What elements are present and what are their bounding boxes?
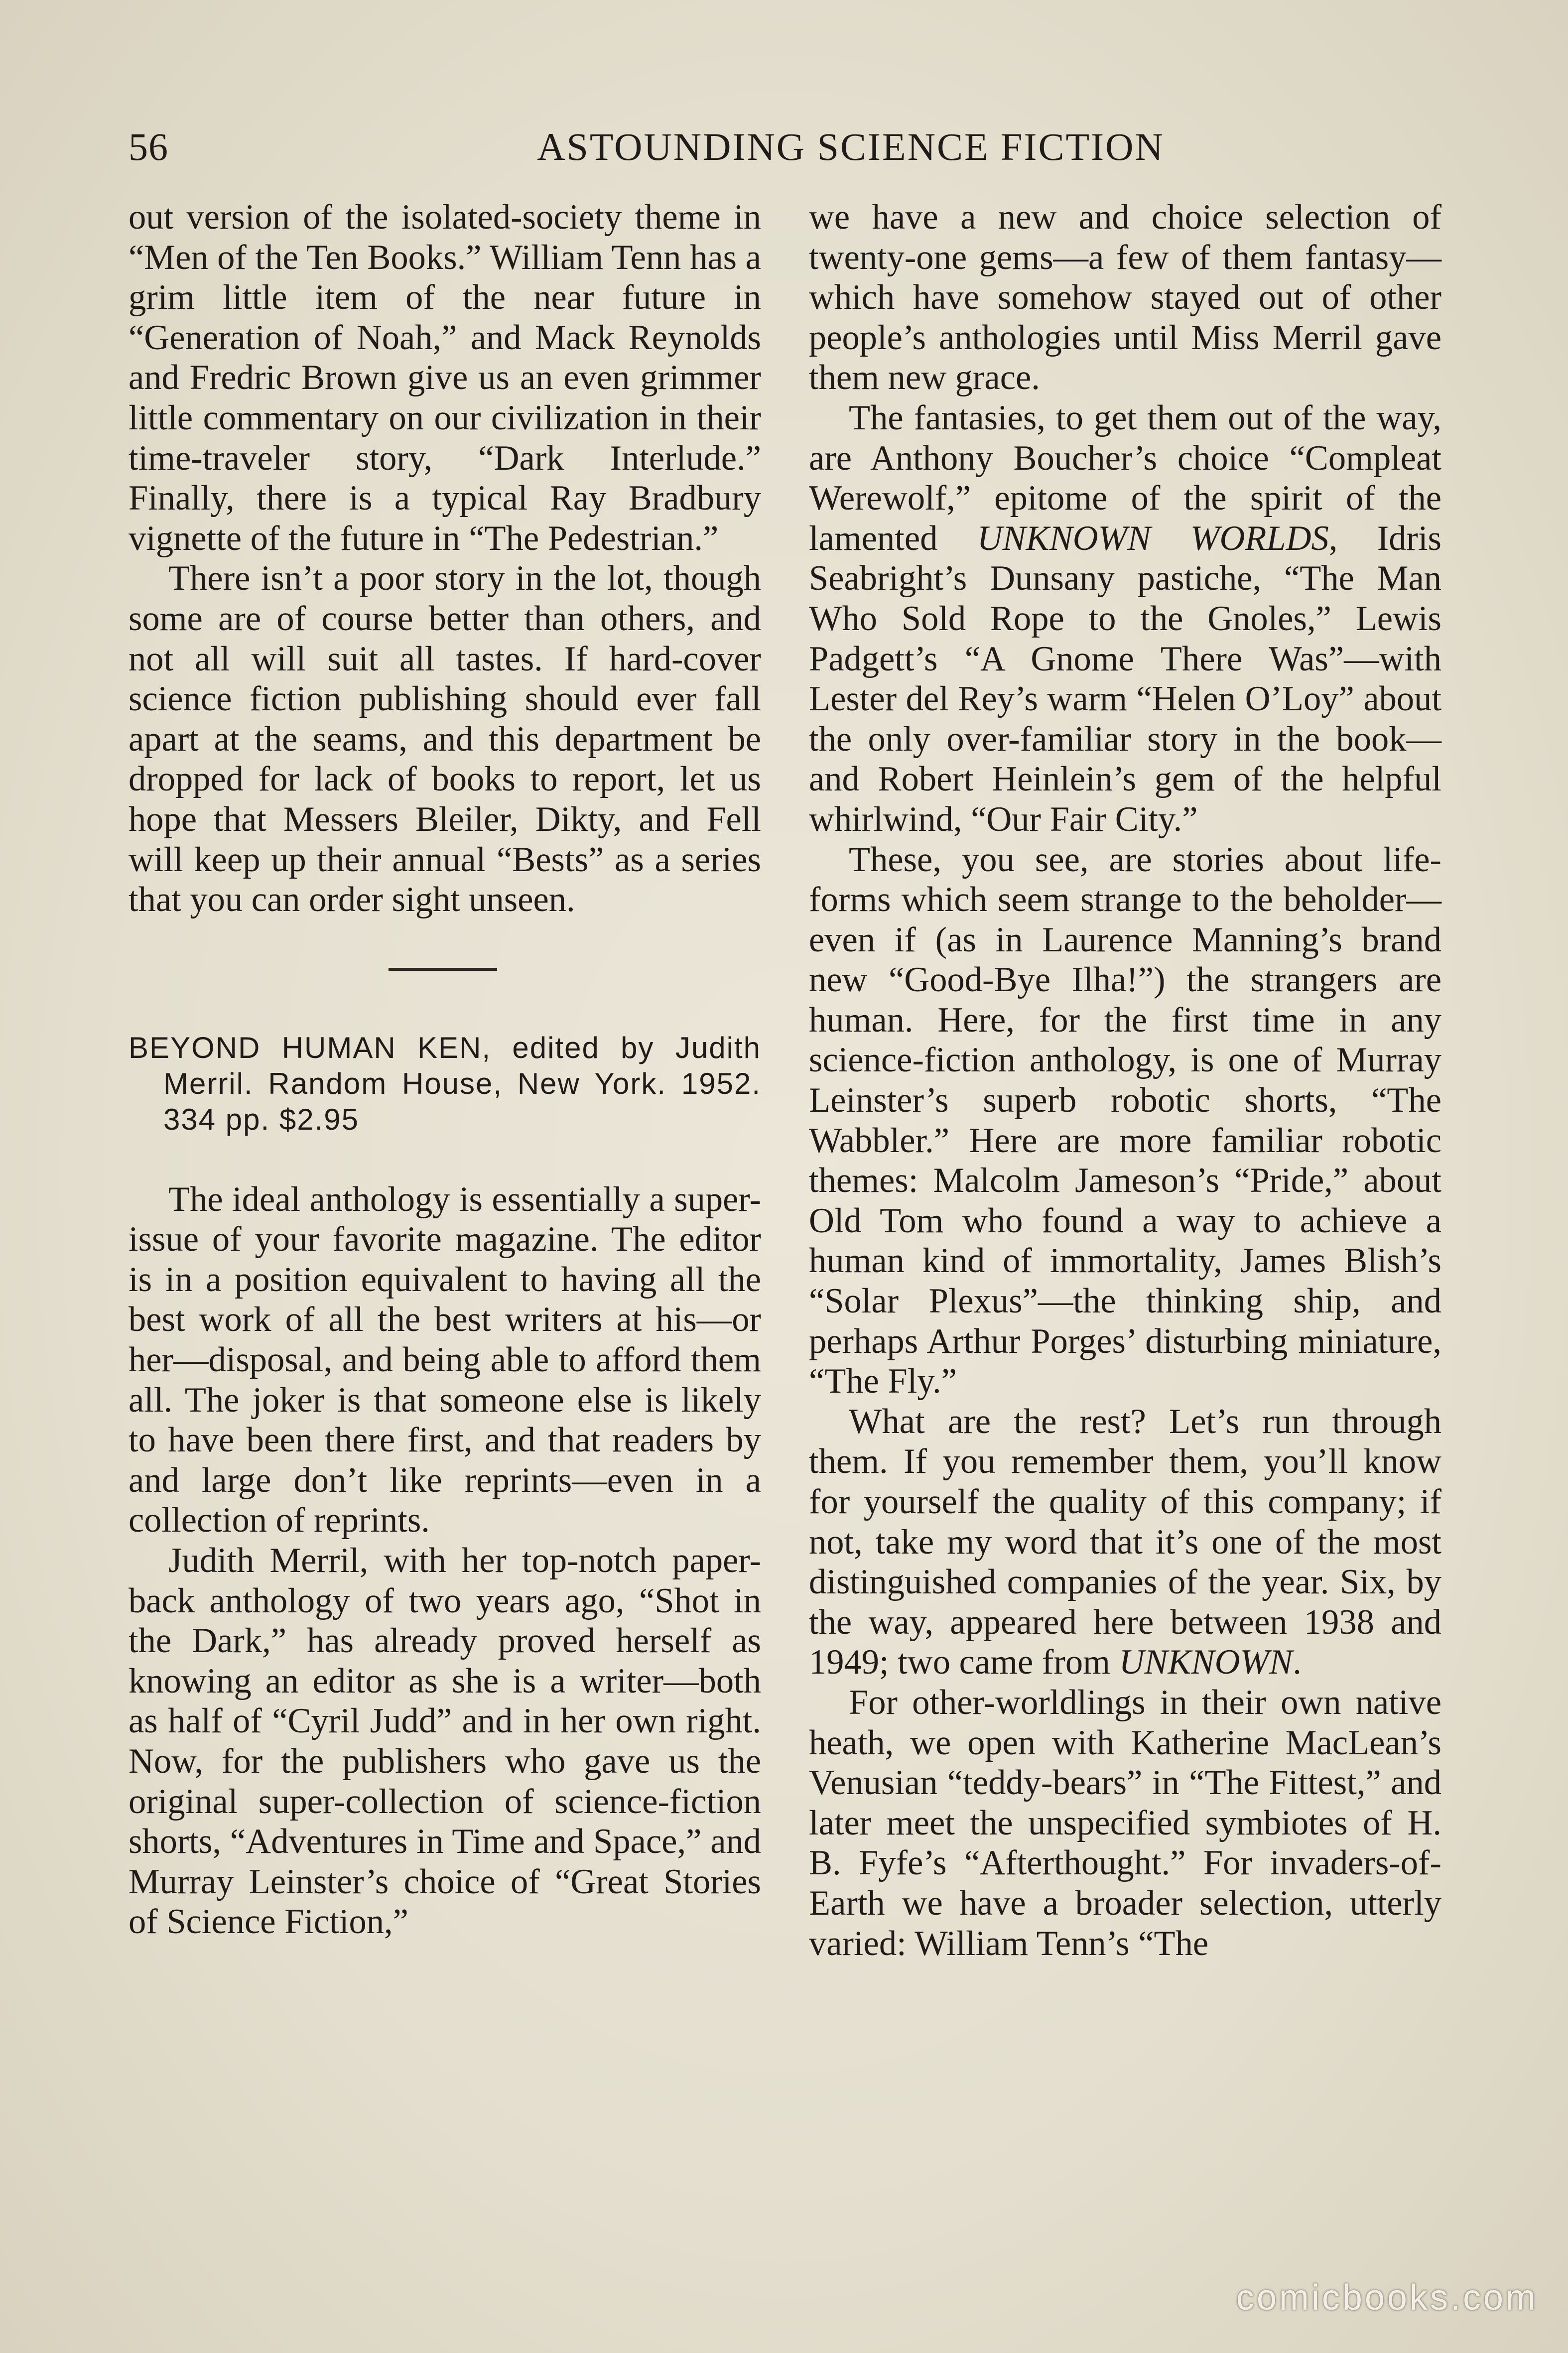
watermark: comicbooks.com [1236, 2278, 1538, 2318]
running-head: ASTOUNDING SCIENCE FICTION [537, 125, 1165, 168]
right-paragraph-1: we have a new and choice selection of twenty-one gems—a few of them fantasy—which have somehow stayed out of other people’s anthologies until Miss Merril gave them new grace. [809, 198, 1441, 397]
divider-rule [389, 968, 497, 971]
left-column [129, 197, 761, 1942]
right-paragraph-4 [809, 1402, 1441, 1683]
right-paragraph-2-text-a: The fantasies, to get them out of the way, are Anthony Boucher’s choice “Compleat Werewolf,” epitome of the spirit of the lamented [809, 398, 1441, 558]
left-paragraph-3: The ideal anthology is essentially a super-issue of your favorite magazine. The editor is in a position equivalent to having all the best work of all the best writers at his—or her—disposal, and being able to afford them all. The joker is that someone else is likely to have been there first, and that readers by and large don’t like reprints—even in a collection of reprints. [129, 1179, 761, 1540]
left-paragraph-1: out version of the isolated-society theme in “Men of the Ten Books.” William Tenn has a grim little item of the near future in “Generation of Noah,” and Mack Reynolds and Fredric Brown give us an even grimmer little commentary on our civilization in their time-traveler story, “Dark Interlude.” Finally, there is a typical Ray Bradbury vignette of the future in “The Pedestrian.” [129, 198, 761, 558]
right-paragraph-5: For other-worldlings in their own native heath, we open with Katherine MacLean’s Venusian “teddy-bears” in “The Fittest,” and later meet the unspecified symbiotes of H. B. Fyfe’s “Afterthought.” For invaders-of-Earth we have a broader selection, utterly varied: William Tenn’s “The [809, 1683, 1441, 1963]
section-divider [129, 920, 761, 1000]
book-entry: BEYOND HUMAN KEN, edited by Judith Merril. Random House, New York. 1952. 334 pp. $2.95 [129, 1031, 761, 1136]
right-paragraph-2-text-b: , Idris Seabright’s Dunsany pastiche, “The Man Who Sold Rope to the Gnoles,” Lewis Padgett’s “A Gnome There Was”—with Lester del Rey’s warm “Helen O’Loy” about the only over-familiar story in the book—and Robert Heinlein’s gem of the helpful whirlwind, “Our Fair City.” [809, 519, 1441, 839]
left-paragraph-2: There isn’t a poor story in the lot, though some are of course better than others, and not all will suit all tastes. If hard-cover science fiction publishing should ever fall apart at the seams, and this department be dropped for lack of books to report, let us hope that Messers Bleiler, Dikty, and Fell will keep up their annual “Bests” as a series that you can order sight unseen. [129, 559, 761, 919]
page-header [129, 120, 1443, 174]
right-paragraph-4-text-b: . [1293, 1643, 1302, 1682]
left-paragraph-4: Judith Merril, with her top-notch paper-back anthology of two years ago, “Shot in the Dark,” has already proved herself as knowing an editor as she is a writer—both as half of “Cyril Judd” and in her own right. Now, for the publishers who gave us the original super-collection of science-fiction shorts, “Adventures in Time and Space,” and Murray Leinster’s choice of “Great Stories of Science Fiction,” [129, 1541, 761, 1942]
magazine-title-unknown-worlds: UNKNOWN WORLDS [977, 519, 1329, 558]
right-paragraph-3: These, you see, are stories about life-forms which seem strange to the beholder—even if (as in Laurence Manning’s brand new “Good-Bye Ilha!”) the strangers are human. Here, for the first time in any science-fiction anthology, is one of Murray Leinster’s superb robotic shorts, “The Wabbler.” Here are more familiar robotic themes: Malcolm Jameson’s “Pride,” about Old Tom who found a way to achieve a human kind of immortality, James Blish’s “Solar Plexus”—the thinking ship, and perhaps Arthur Porges’ disturbing miniature, “The Fly.” [809, 840, 1441, 1401]
right-paragraph-2 [809, 398, 1441, 840]
magazine-title-unknown: UNKNOWN [1119, 1643, 1293, 1682]
right-paragraph-4-text-a: What are the rest? Let’s run through them. If you remember them, you’ll know for yourself the quality of this company; if not, take my word that it’s one of the most distinguished companies of the year. Six, by the way, appeared here between 1938 and 1949; two came from [809, 1402, 1441, 1682]
page-number: 56 [129, 125, 168, 168]
right-column [809, 197, 1441, 1963]
